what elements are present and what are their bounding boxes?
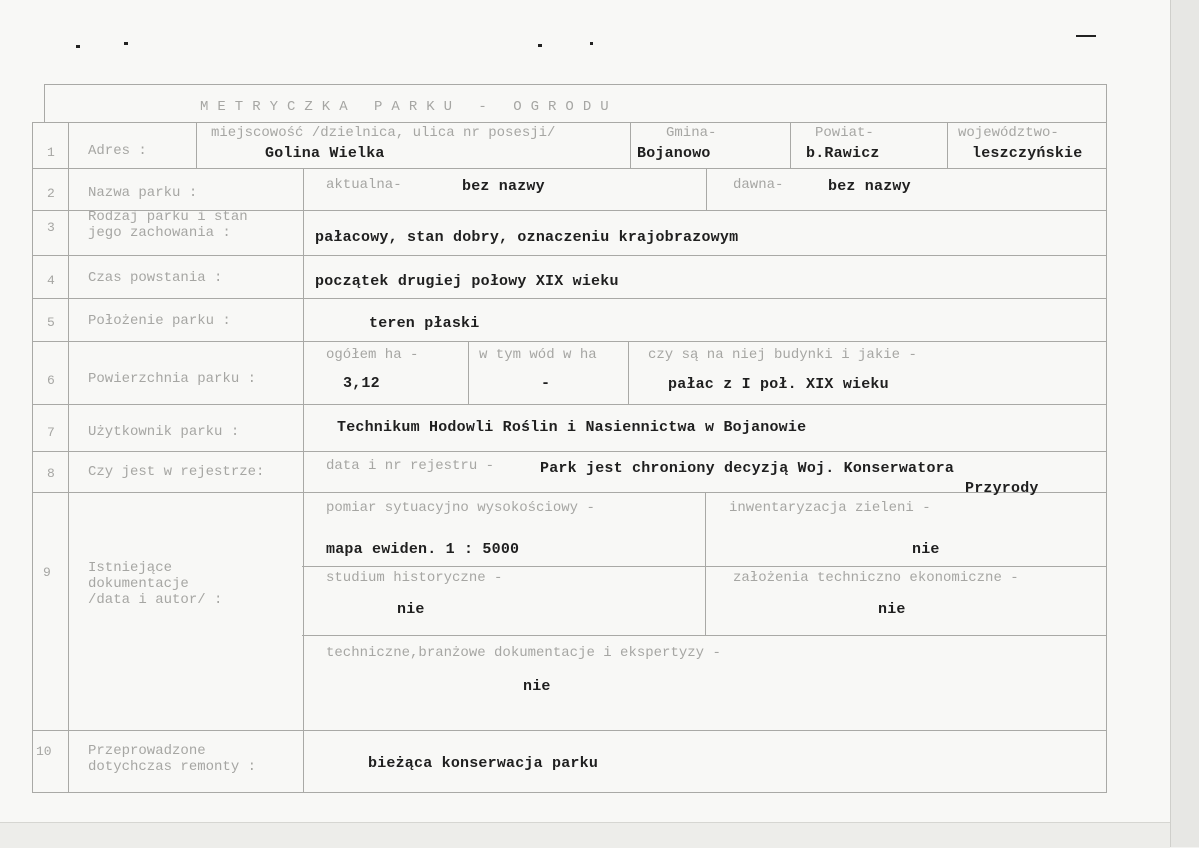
survey-value: mapa ewiden. 1 : 5000 [326,541,520,558]
punch-mark [1076,35,1096,37]
punch-mark [76,45,80,48]
user-label: Użytkownik parku : [88,424,240,440]
survey-label: pomiar sytuacyjno wysokościowy - [326,500,595,516]
locality-label: miejscowość /dzielnica, ulica nr posesji/ [211,125,556,141]
scan-bottom-band [0,822,1170,848]
creation-time-label: Czas powstania : [88,270,223,286]
district-label: Powiat- [815,125,874,141]
scan-edge [1170,0,1199,847]
current-name-label: aktualna- [326,177,402,193]
user-value: Technikum Hodowli Roślin i Nasiennictwa w Bojanowie [337,419,807,436]
row-number: 1 [47,145,55,160]
locality-value: Golina Wielka [265,145,385,162]
documentation-label-line2: dokumentacje [88,576,189,592]
row-number: 10 [36,744,52,759]
park-name-label: Nazwa parku : [88,185,198,201]
former-name-value: bez nazwy [828,178,911,195]
park-type-value: pałacowy, stan dobry, oznaczeniu krajobrazowym [315,229,739,246]
historical-study-value: nie [397,601,425,618]
greenery-inventory-value: nie [912,541,940,558]
row-number: 7 [47,425,55,440]
address-label: Adres : [88,143,147,159]
row-number: 2 [47,186,55,201]
location-value: teren płaski [369,315,480,332]
repairs-label-line1: Przeprowadzone [88,743,206,759]
punch-mark [538,44,542,47]
park-type-label-line1: Rodzaj parku i stan [88,209,248,225]
technical-docs-label: techniczne,branżowe dokumentacje i ekspertyzy - [326,645,721,661]
district-value: b.Rawicz [806,145,880,162]
punch-mark [590,42,593,45]
technical-assumptions-label: założenia techniczno ekonomiczne - [733,570,1019,586]
punch-mark [124,42,128,45]
buildings-label: czy są na niej budynki i jakie - [648,347,917,363]
row-number: 9 [43,565,51,580]
total-area-value: 3,12 [343,375,380,392]
row-number: 3 [47,220,55,235]
register-value-line1: Park jest chroniony decyzją Woj. Konserwatora [540,460,955,477]
water-area-label: w tym wód w ha [479,347,597,363]
buildings-value: pałac z I poł. XIX wieku [668,376,889,393]
row-number: 4 [47,273,55,288]
register-data-label: data i nr rejestru - [326,458,495,474]
repairs-value: bieżąca konserwacja parku [368,755,599,772]
repairs-label-line2: dotychczas remonty : [88,759,257,775]
documentation-label-line1: Istniejące [88,560,173,576]
register-value-line2: Przyrody [965,480,1039,497]
former-name-label: dawna- [733,177,784,193]
technical-assumptions-value: nie [878,601,906,618]
greenery-inventory-label: inwentaryzacja zieleni - [729,500,931,516]
commune-label: Gmina- [666,125,717,141]
technical-docs-value: nie [523,678,551,695]
total-area-label: ogółem ha - [326,347,419,363]
historical-study-label: studium historyczne - [326,570,503,586]
row-number: 6 [47,373,55,388]
commune-value: Bojanowo [637,145,711,162]
form-title: METRYCZKA PARKU - OGRODU [200,99,618,115]
park-type-label-line2: jego zachowania : [88,225,231,241]
area-label: Powierzchnia parku : [88,371,257,387]
register-label: Czy jest w rejestrze: [88,464,265,480]
row-number: 8 [47,466,55,481]
water-area-value: - [541,375,551,392]
current-name-value: bez nazwy [462,178,545,195]
creation-time-value: początek drugiej połowy XIX wieku [315,273,619,290]
row-number: 5 [47,315,55,330]
location-label: Położenie parku : [88,313,231,329]
documentation-label-line3: /data i autor/ : [88,592,223,608]
voivodeship-label: województwo- [958,125,1059,141]
voivodeship-value: leszczyńskie [972,145,1083,162]
